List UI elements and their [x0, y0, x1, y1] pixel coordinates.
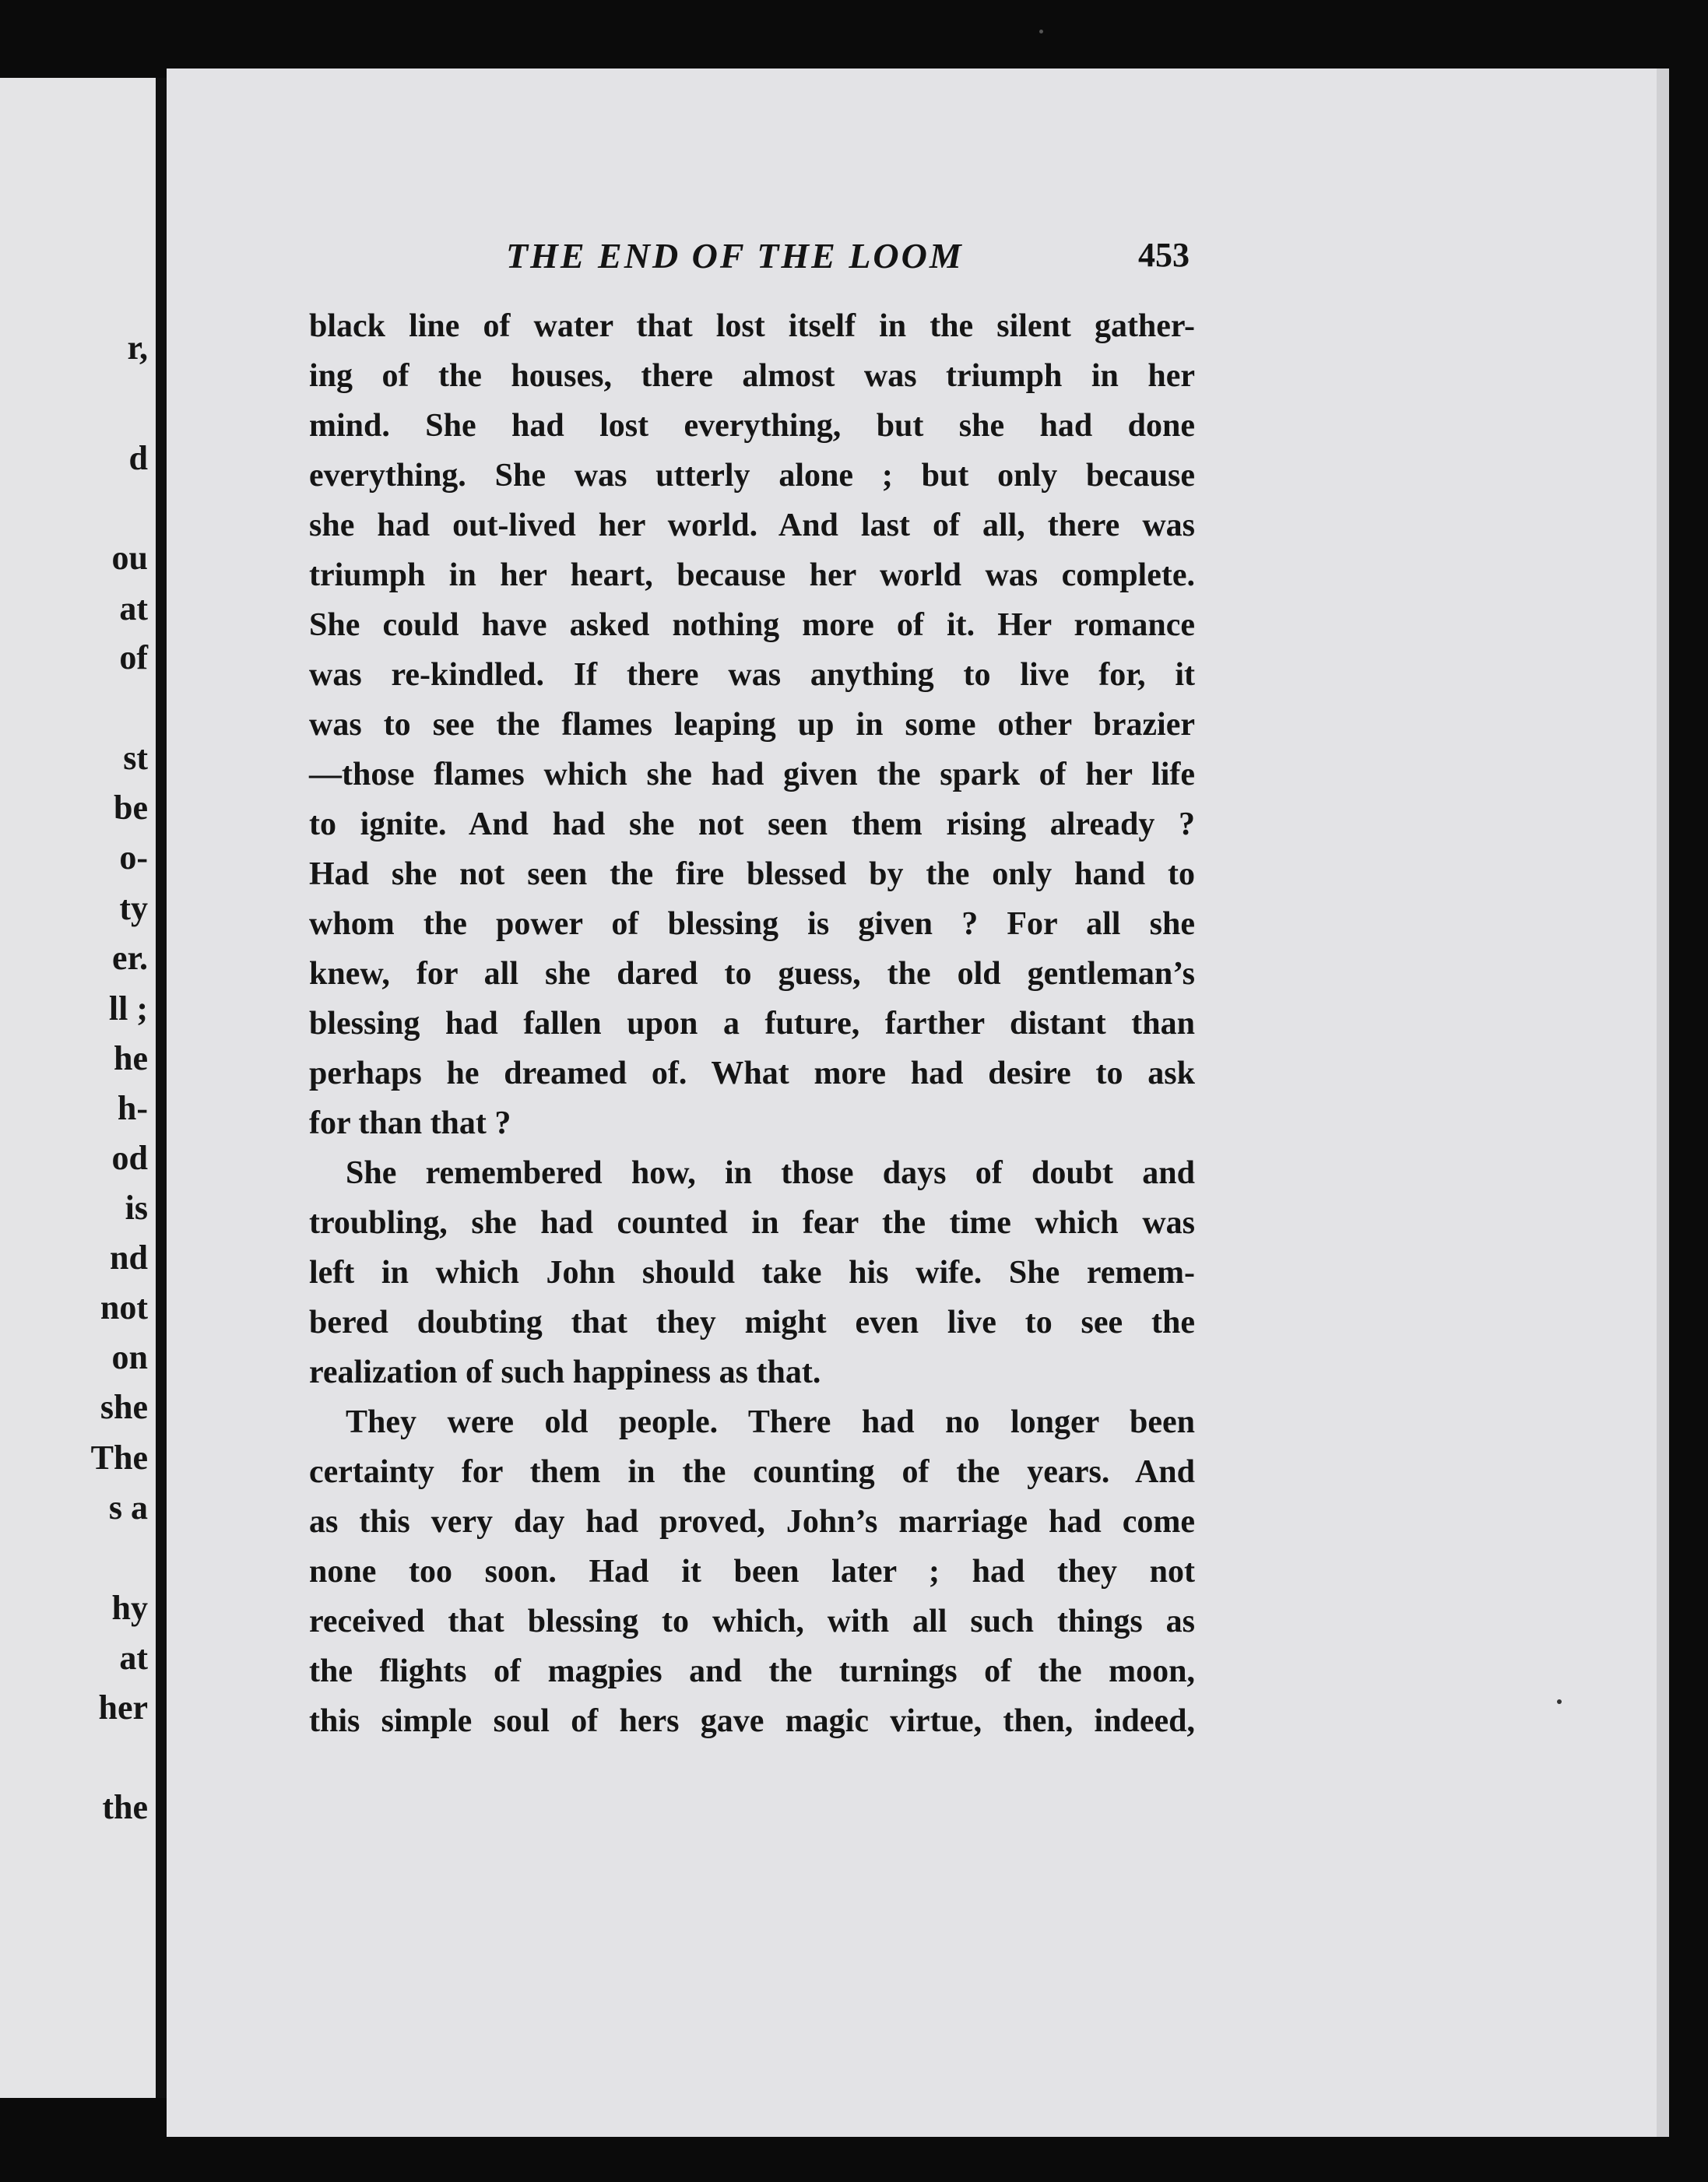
- left-page-fragment: st: [123, 739, 148, 777]
- left-page-fragment: o-: [119, 838, 148, 877]
- text-line: black line of water that lost itself in the silent gather-: [309, 308, 1195, 344]
- text-line: she had out-lived her world. And last of all, there was: [309, 508, 1195, 543]
- page-gutter: [156, 78, 167, 2098]
- text-line: realization of such happiness as that.: [309, 1355, 821, 1390]
- text-line: left in which John should take his wife. She remem-: [309, 1255, 1195, 1291]
- text-line: knew, for all she dared to guess, the old gentleman’s: [309, 956, 1195, 992]
- left-page-fragment: d: [128, 439, 148, 477]
- text-line: perhaps he dreamed of. What more had desire to ask: [309, 1056, 1195, 1091]
- text-line: She remembered how, in those days of doubt and: [346, 1155, 1195, 1191]
- left-page-fragment: hy: [111, 1589, 148, 1627]
- text-line: She could have asked nothing more of it. Her romance: [309, 607, 1195, 643]
- text-line: troubling, she had counted in fear the time which was: [309, 1205, 1195, 1241]
- text-line: none too soon. Had it been later ; had they not: [309, 1554, 1195, 1590]
- text-line: mind. She had lost everything, but she had done: [309, 408, 1195, 444]
- text-line: whom the power of blessing is given ? For all she: [309, 906, 1195, 942]
- left-page-fragment: er.: [111, 939, 148, 977]
- left-page-fragment: ll ;: [108, 989, 148, 1028]
- text-line: They were old people. There had no longer been: [346, 1404, 1195, 1440]
- text-line: the flights of magpies and the turnings of the moon,: [309, 1653, 1195, 1689]
- left-page-fragment: nd: [110, 1239, 148, 1277]
- text-line: Had she not seen the fire blessed by the only hand to: [309, 856, 1195, 892]
- left-page-fragment: her: [98, 1688, 148, 1727]
- scan-speck: [1557, 1699, 1562, 1704]
- text-line: received that blessing to which, with all such things as: [309, 1604, 1195, 1639]
- left-page-fragment: at: [119, 589, 148, 627]
- text-line: was to see the flames leaping up in some other brazier: [309, 707, 1195, 743]
- text-line: triumph in her heart, because her world was complete.: [309, 557, 1195, 593]
- scan-speck: [1039, 30, 1043, 33]
- text-line: bered doubting that they might even live to see the: [309, 1305, 1195, 1340]
- text-line: ing of the houses, there almost was triumph in her: [309, 358, 1195, 394]
- left-page-fragment: The: [90, 1439, 148, 1477]
- left-page-fragment: the: [102, 1788, 148, 1826]
- running-title: THE END OF THE LOOM: [506, 236, 964, 276]
- text-line: everything. She was utterly alone ; but only because: [309, 458, 1195, 494]
- text-line: was re-kindled. If there was anything to live for, it: [309, 657, 1195, 693]
- facing-page-left: [0, 78, 156, 2098]
- left-page-fragment: od: [111, 1139, 148, 1177]
- text-line: blessing had fallen upon a future, farther distant than: [309, 1006, 1195, 1042]
- text-line: —those flames which she had given the spark of her life: [309, 757, 1195, 792]
- left-page-fragment: h-: [117, 1089, 148, 1127]
- text-line: to ignite. And had she not seen them rising already ?: [309, 806, 1195, 842]
- left-page-fragment: ou: [111, 539, 148, 577]
- left-page-fragment: she: [100, 1388, 148, 1426]
- left-page-fragment: not: [100, 1288, 148, 1326]
- left-page-fragment: s a: [108, 1488, 148, 1527]
- left-page-fragment: he: [114, 1039, 148, 1077]
- left-page-fragment: ty: [119, 889, 148, 927]
- text-line: certainty for them in the counting of the years. And: [309, 1454, 1195, 1490]
- text-line: this simple soul of hers gave magic virtue, then, indeed,: [309, 1703, 1195, 1739]
- left-page-fragment: at: [119, 1639, 148, 1677]
- left-page-fragment: on: [111, 1338, 148, 1376]
- text-line: for than that ?: [309, 1105, 511, 1141]
- left-page-fragment: of: [119, 638, 148, 676]
- text-line: as this very day had proved, John’s marriage had come: [309, 1504, 1195, 1540]
- left-page-fragment: r,: [127, 329, 148, 367]
- left-page-fragment: is: [125, 1189, 148, 1227]
- left-page-fragment: be: [114, 789, 148, 827]
- page-edge: [1657, 69, 1669, 2137]
- page-number: 453: [1138, 236, 1190, 274]
